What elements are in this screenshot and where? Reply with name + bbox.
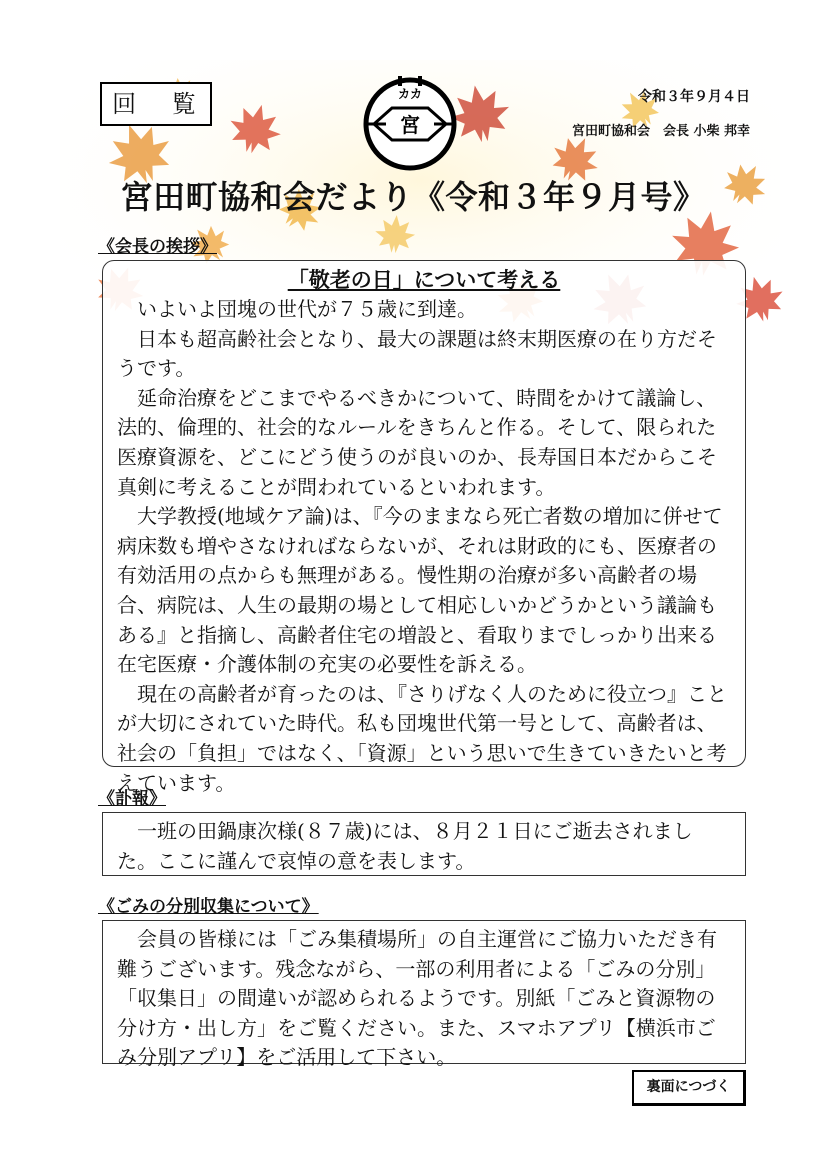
garbage-text: 会員の皆様には「ごみ集積場所」の自主運営にご協力いただき有難うございます。残念ながら、一部の利用者による「ごみの分別」「収集日」の間違いが認められるようです。別紙「ごみと資源物の分け方・出し方」をご覧ください。また、スマホアプリ【横浜市ごみ分別アプリ】をご活用して下さい。 [117, 927, 717, 1070]
greeting-paragraph: 現在の高齢者が育ったのは、『さりげなく人のために役立つ』ことが大切にされていた時代。私も団塊世代第一号として、高齢者は、社会の「負担」ではなく、「資源」という思いで生きていきたいと考えています。 [117, 681, 727, 795]
emblem-top-mark: カカ [397, 87, 423, 101]
greeting-paragraph: 大学教授(地域ケア論)は、『今のままなら死亡者数の増加に併せて病床数も増やさなければならないが、それは財政的にも、医療者の有効活用の点からも無理がある。慢性期の治療が多い高齢者の場合、病院は、人生の最期の場として相応しいかどうかという議論もある』と指摘し、高齢者住宅の増設と、看取りまでしっかり出来る在宅医療・介護体制の充実の必要性を訴える。 [117, 504, 723, 677]
greeting-paragraph: 日本も超高齢社会となり、最大の課題は終末期医療の在り方だそうです。 [117, 326, 717, 381]
circulation-label: 回 覧 [100, 82, 212, 126]
garbage-section-title: 《ごみの分別収集について》 [98, 897, 319, 917]
page-title: 宮田町協和会だより《令和３年９月号》 [120, 178, 706, 216]
obituary-section-title: 《訃報》 [98, 789, 166, 809]
continue-on-back-label: 裏面につづく [632, 1070, 746, 1106]
greeting-box [102, 260, 746, 795]
obituary-text: 一班の田鍋康次様(８７歳)には、８月２１日にご逝去されました。ここに謹んで哀悼の意を表します。 [117, 819, 693, 873]
greeting-paragraph: いよいよ団塊の世代が７５歳に到達。 [137, 297, 477, 321]
obituary-box [102, 812, 746, 876]
greeting-section-title: 《会長の挨拶》 [98, 237, 217, 257]
president-name: 宮田町協和会 会長 小柴 邦幸 [571, 124, 750, 139]
greeting-paragraph: 延命治療をどこまでやるべきかについて、時間をかけて議論し、法的、倫理的、社会的なルールをきちんと作る。そして、限られた医療資源を、どこにどう使うのが良いのか、長寿国日本だからこそ真剣に考えることが問われているといわれます。 [117, 385, 717, 499]
issue-date: 令和３年９月４日 [638, 89, 750, 105]
garbage-box [102, 920, 746, 1070]
emblem-character: 宮 [400, 113, 420, 137]
greeting-subtitle: 「敬老の日」について考える [287, 268, 561, 292]
association-emblem-icon [360, 72, 460, 172]
